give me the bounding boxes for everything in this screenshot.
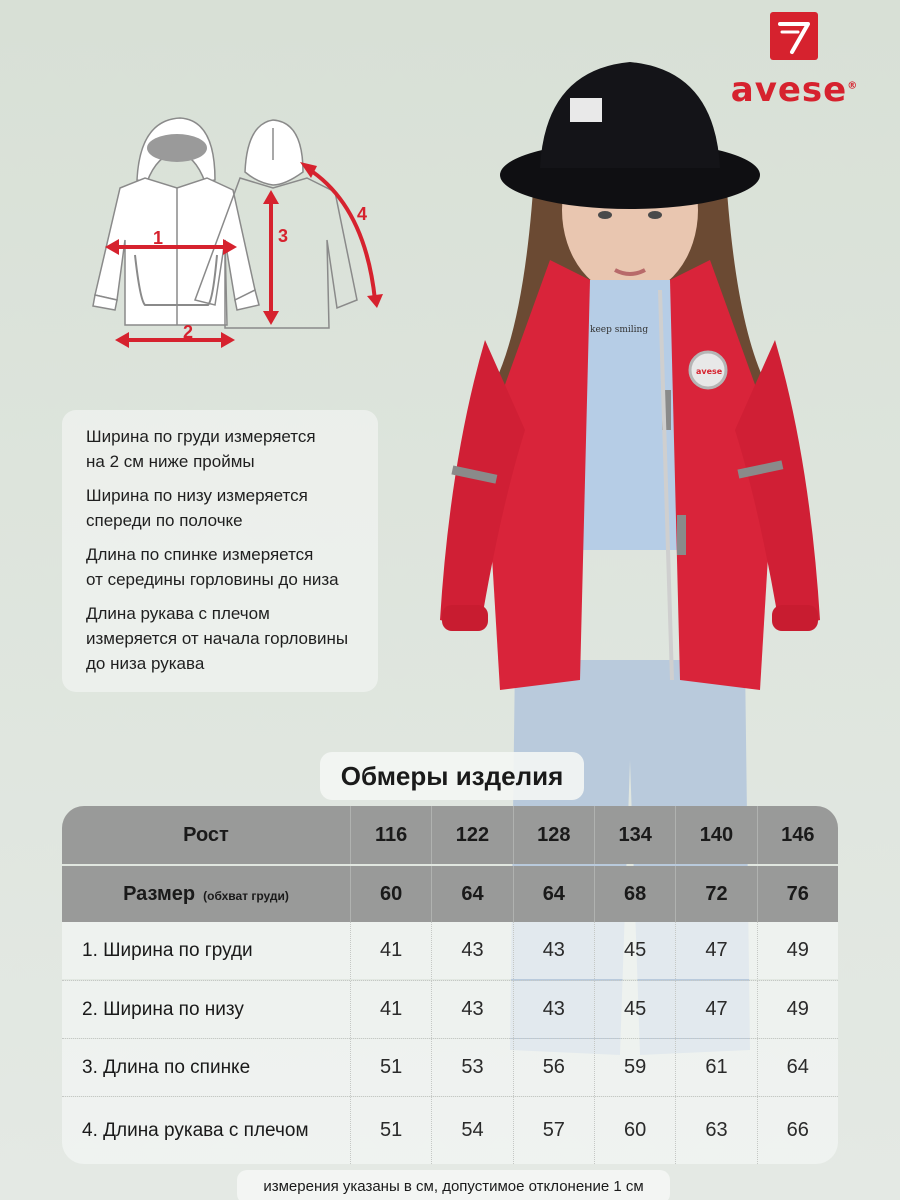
value-cell: 41 [350, 981, 431, 1038]
size-label: Размер (обхват груди) [123, 882, 289, 905]
diagram-label-3: 3 [278, 226, 289, 246]
value-cell: 43 [431, 922, 512, 979]
value-cell: 49 [757, 981, 838, 1038]
row-label: 4. Длина рукава с плечом [82, 1119, 309, 1141]
size-cell: 72 [675, 866, 756, 922]
value-cell: 54 [431, 1097, 512, 1164]
footer-note: измерения указаны в см, допустимое отклонение 1 см [237, 1170, 670, 1200]
value-cell: 51 [350, 1097, 431, 1164]
size-table [62, 806, 838, 1164]
description-hem: Ширина по низу измеряется спереди по полочке [86, 486, 308, 530]
row-label: 1. Ширина по груди [82, 939, 253, 961]
value-cell: 56 [513, 1039, 594, 1096]
size-cell: 64 [513, 866, 594, 922]
height-label: Рост [183, 823, 229, 846]
row-label: 2. Ширина по низу [82, 998, 244, 1020]
diagram-label-2: 2 [183, 322, 194, 342]
jacket-measurement-diagram [75, 110, 405, 360]
description-chest: Ширина по груди измеряется на 2 см ниже проймы [86, 427, 316, 471]
height-cell: 128 [513, 806, 594, 864]
size-cell: 76 [757, 866, 838, 922]
value-cell: 51 [350, 1039, 431, 1096]
table-header-size-row [62, 866, 838, 922]
value-cell: 61 [675, 1039, 756, 1096]
value-cell: 57 [513, 1097, 594, 1164]
table-row [62, 922, 838, 979]
description-back-length: Длина по спинке измеряется от середины горловины до низа [86, 545, 339, 589]
size-cell: 64 [431, 866, 512, 922]
measurement-descriptions [62, 410, 378, 692]
value-cell: 45 [594, 922, 675, 979]
table-row [62, 981, 838, 1038]
value-cell: 43 [431, 981, 512, 1038]
size-cell: 68 [594, 866, 675, 922]
size-cell: 60 [350, 866, 431, 922]
height-cell: 134 [594, 806, 675, 864]
value-cell: 53 [431, 1039, 512, 1096]
height-cell: 116 [350, 806, 431, 864]
value-cell: 60 [594, 1097, 675, 1164]
value-cell: 43 [513, 981, 594, 1038]
height-cell: 122 [431, 806, 512, 864]
value-cell: 49 [757, 922, 838, 979]
value-cell: 63 [675, 1097, 756, 1164]
diagram-label-1: 1 [153, 228, 164, 248]
value-cell: 47 [675, 981, 756, 1038]
brand-name: avese® [730, 70, 859, 110]
shirt-print-text: keep smiling [590, 325, 649, 335]
row-label: 3. Длина по спинке [82, 1056, 251, 1078]
table-title: Обмеры изделия [320, 752, 584, 800]
value-cell: 45 [594, 981, 675, 1038]
size-note: (обхват груди) [203, 889, 289, 903]
table-row [62, 1097, 838, 1164]
value-cell: 64 [757, 1039, 838, 1096]
value-cell: 59 [594, 1039, 675, 1096]
height-cell: 146 [757, 806, 838, 864]
table-header-height-row [62, 806, 838, 864]
description-sleeve-length: Длина рукава с плечом измеряется от начала горловины до низа рукава [86, 604, 349, 673]
value-cell: 66 [757, 1097, 838, 1164]
diagram-label-4: 4 [357, 204, 368, 224]
value-cell: 47 [675, 922, 756, 979]
height-cell: 140 [675, 806, 756, 864]
value-cell: 41 [350, 922, 431, 979]
jacket-badge-text: avese [696, 367, 723, 376]
table-row [62, 1039, 838, 1096]
value-cell: 43 [513, 922, 594, 979]
